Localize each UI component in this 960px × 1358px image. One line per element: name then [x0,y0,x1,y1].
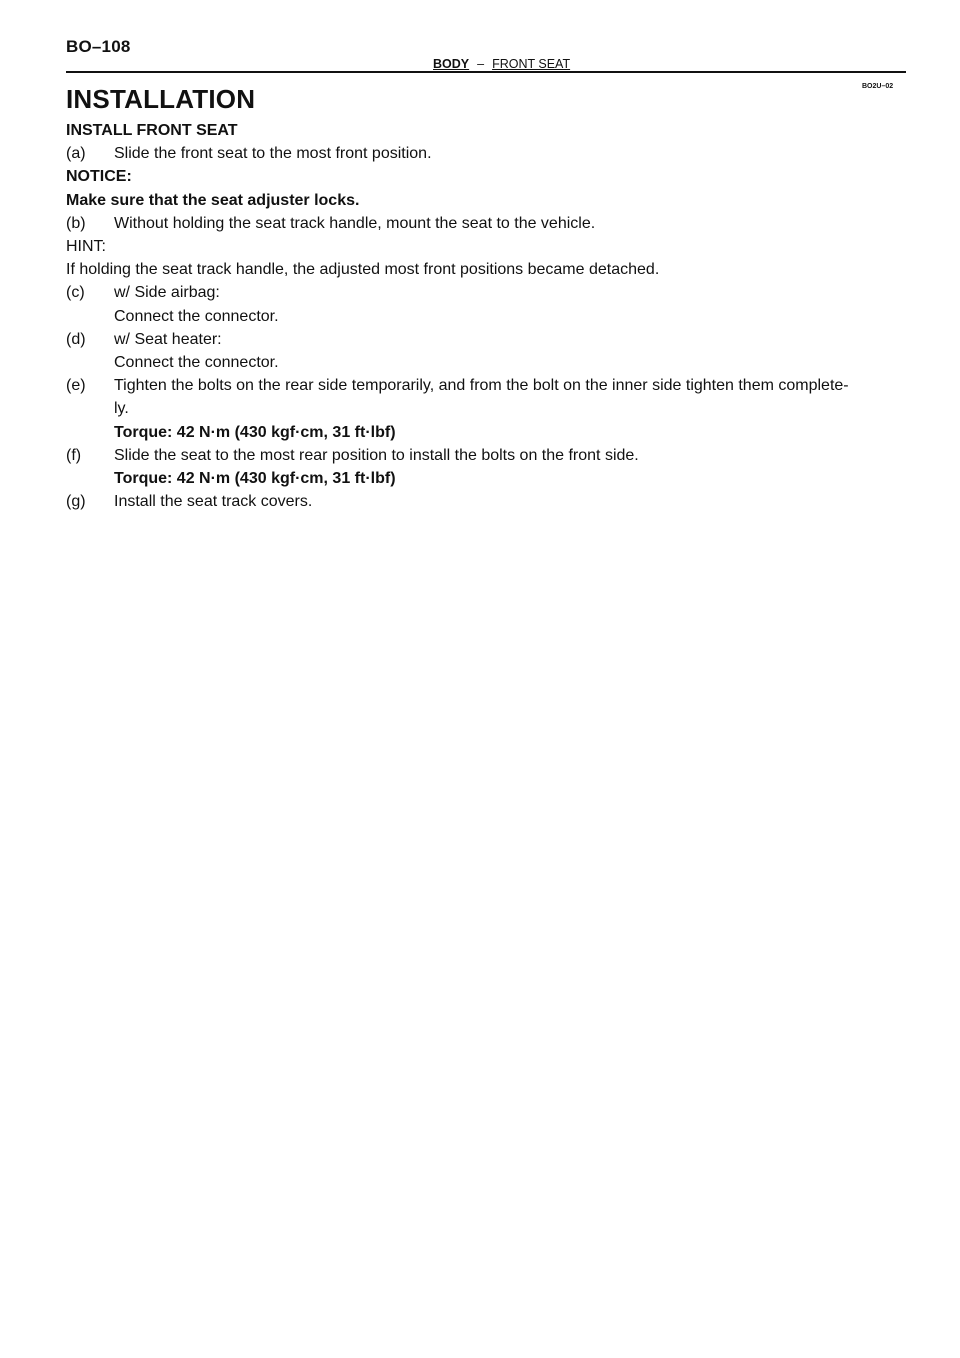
doc-code: BO2U–02 [862,83,894,90]
step-c [66,281,911,304]
header-rule [66,71,906,73]
notice-label: NOTICE: [66,168,132,186]
page-number: BO–108 [66,37,131,56]
step-e-continuation: ly. [114,400,129,418]
step-e-torque: Torque: 42 N·m (430 kgf·cm, 31 ft·lbf) [114,423,396,441]
step-text: Slide the seat to the most rear position to install the bolts on the front side. [114,446,639,464]
step-label: (d) [66,330,86,348]
procedure-subtitle: INSTALL FRONT SEAT [66,122,238,139]
step-text: Install the seat track covers. [114,493,313,511]
step-e [66,374,911,397]
step-label: (f) [66,446,82,464]
procedure-content [66,119,911,513]
step-label: (a) [66,145,86,163]
step-g [66,490,911,513]
section-minor: FRONT SEAT [492,57,571,71]
step-label: (g) [66,493,86,511]
step-f-torque: Torque: 42 N·m (430 kgf·cm, 31 ft·lbf) [114,470,396,488]
step-text: w/ Side airbag: [114,284,220,302]
step-label: (c) [66,284,85,302]
step-f [66,444,911,467]
section-header [433,57,570,71]
notice-text: Make sure that the seat adjuster locks. [66,191,360,209]
step-label: (e) [66,377,86,395]
step-text: Slide the front seat to the most front position. [114,145,432,163]
section-major: BODY [433,57,470,71]
step-text: Without holding the seat track handle, mount the seat to the vehicle. [114,214,596,232]
step-label: (b) [66,214,86,232]
step-text: Tighten the bolts on the rear side temporarily, and from the bolt on the inner side tighten them complete- [114,377,849,395]
step-d [66,328,911,351]
step-d-sub: Connect the connector. [114,354,279,372]
step-b [66,212,911,235]
step-text: w/ Seat heater: [114,330,222,348]
section-separator: – [477,57,485,71]
step-c-sub: Connect the connector. [114,307,279,325]
hint-text: If holding the seat track handle, the adjusted most front positions became detached. [66,261,660,279]
page-title: INSTALLATION [66,84,256,114]
step-a [66,142,911,165]
hint-label: HINT: [66,238,106,256]
